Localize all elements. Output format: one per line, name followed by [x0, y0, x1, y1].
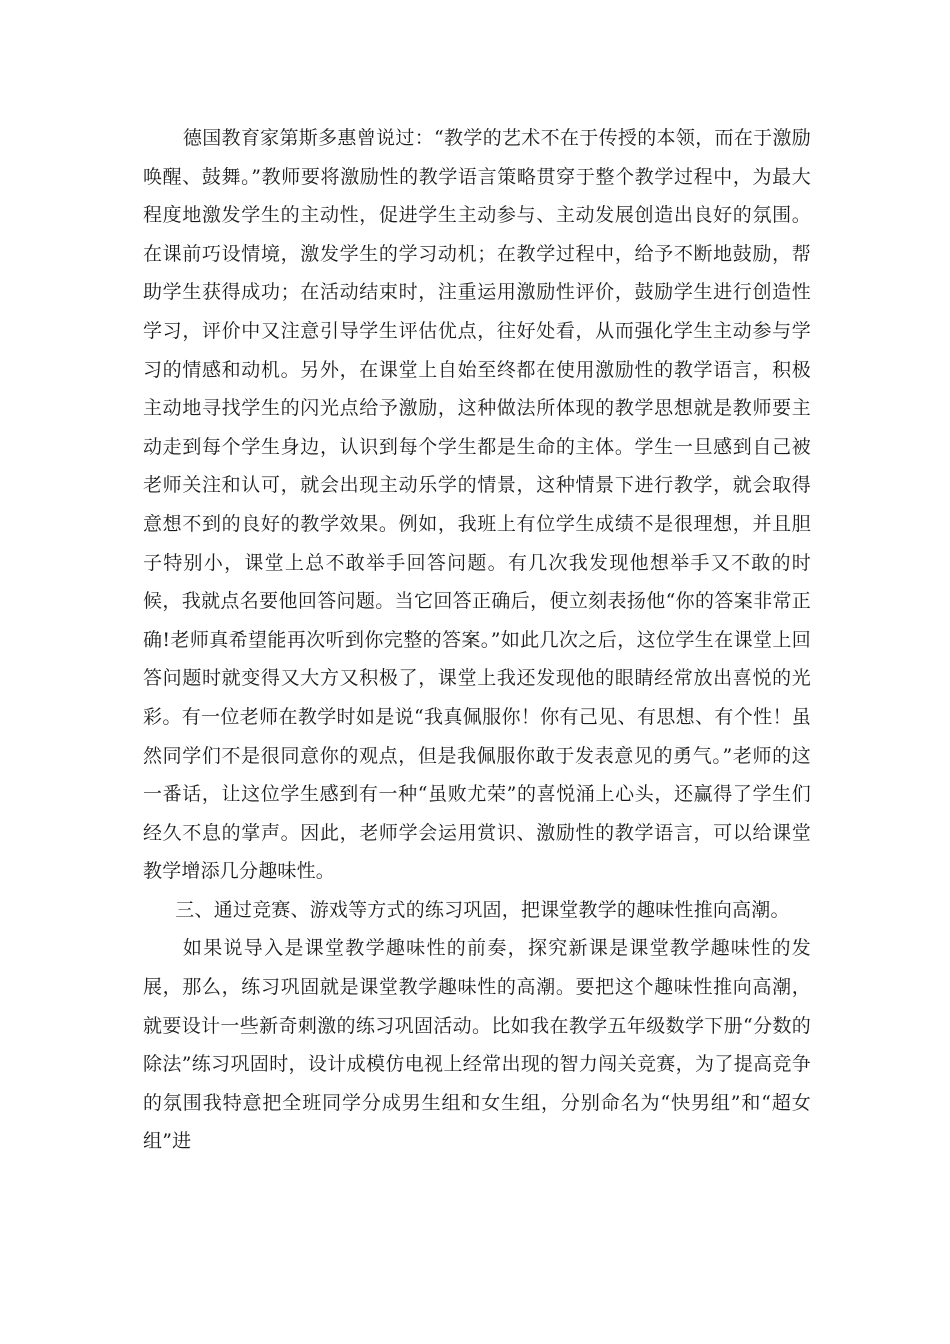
paragraph-practice-consolidation: 如果说导入是课堂教学趣味性的前奏，探究新课是课堂教学趣味性的发展，那么，练习巩固就是课堂教学趣味性的高潮。要把这个趣味性推向高潮，就要设计一些新奇刺激的练习巩固活动。比如我在教学五年级数学下册“分数的除法”练习巩固时，设计成模仿电视上经常出现的智力闯关竞赛，为了提高竞争的氛围我特意把全班同学分成男生组和女生组，分别命名为“快男组”和“超女组”进	[143, 937, 811, 1153]
paragraph-encouraging-language: 德国教育家第斯多惠曾说过：“教学的艺术不在于传授的本领，而在于激励唤醒、鼓舞。”教师要将激励性的教学语言策略贯穿于整个教学过程中，为最大程度地激发学生的主动性，促进学生主动参与、主动发展创造出良好的氛围。在课前巧设情境，激发学生的学习动机；在教学过程中，给予不断地鼓励，帮助学生获得成功；在活动结束时，注重运用激励性评价，鼓励学生进行创造性学习，评价中又注意引导学生评估优点，往好处看，从而强化学生主动参与学习的情感和动机。另外，在课堂上自始至终都在使用激励性的教学语言，积极主动地寻找学生的闪光点给予激励，这种做法所体现的教学思想就是教师要主动走到每个学生身边，认识到每个学生都是生命的主体。学生一旦感到自己被老师关注和认可，就会出现主动乐学的情景，这种情景下进行教学，就会取得意想不到的良好的教学效果。例如，我班上有位学生成绩不是很理想，并且胆子特别小，课堂上总不敢举手回答问题。有几次我发现他想举手又不敢的时候，我就点名要他回答问题。当它回答正确后，便立刻表扬他“你的答案非常正确!老师真希望能再次听到你完整的答案。”如此几次之后，这位学生在课堂上回答问题时就变得又大方又积极了，课堂上我还发现他的眼睛经常放出喜悦的光彩。有一位老师在教学时如是说“我真佩服你！你有己见、有思想、有个性！虽然同学们不是很同意你的观点，但是我佩服你敢于发表意见的勇气。”老师的这一番话，让这位学生感到有一种“虽败尤荣”的喜悦涌上心头，还赢得了学生们经久不息的掌声。因此，老师学会运用赏识、激励性的教学语言，可以给课堂教学增添几分趣味性。	[143, 127, 811, 883]
document-body	[143, 119, 811, 1161]
section-heading-three: 三、通过竞赛、游戏等方式的练习巩固，把课堂教学的趣味性推向高潮。	[175, 898, 790, 921]
